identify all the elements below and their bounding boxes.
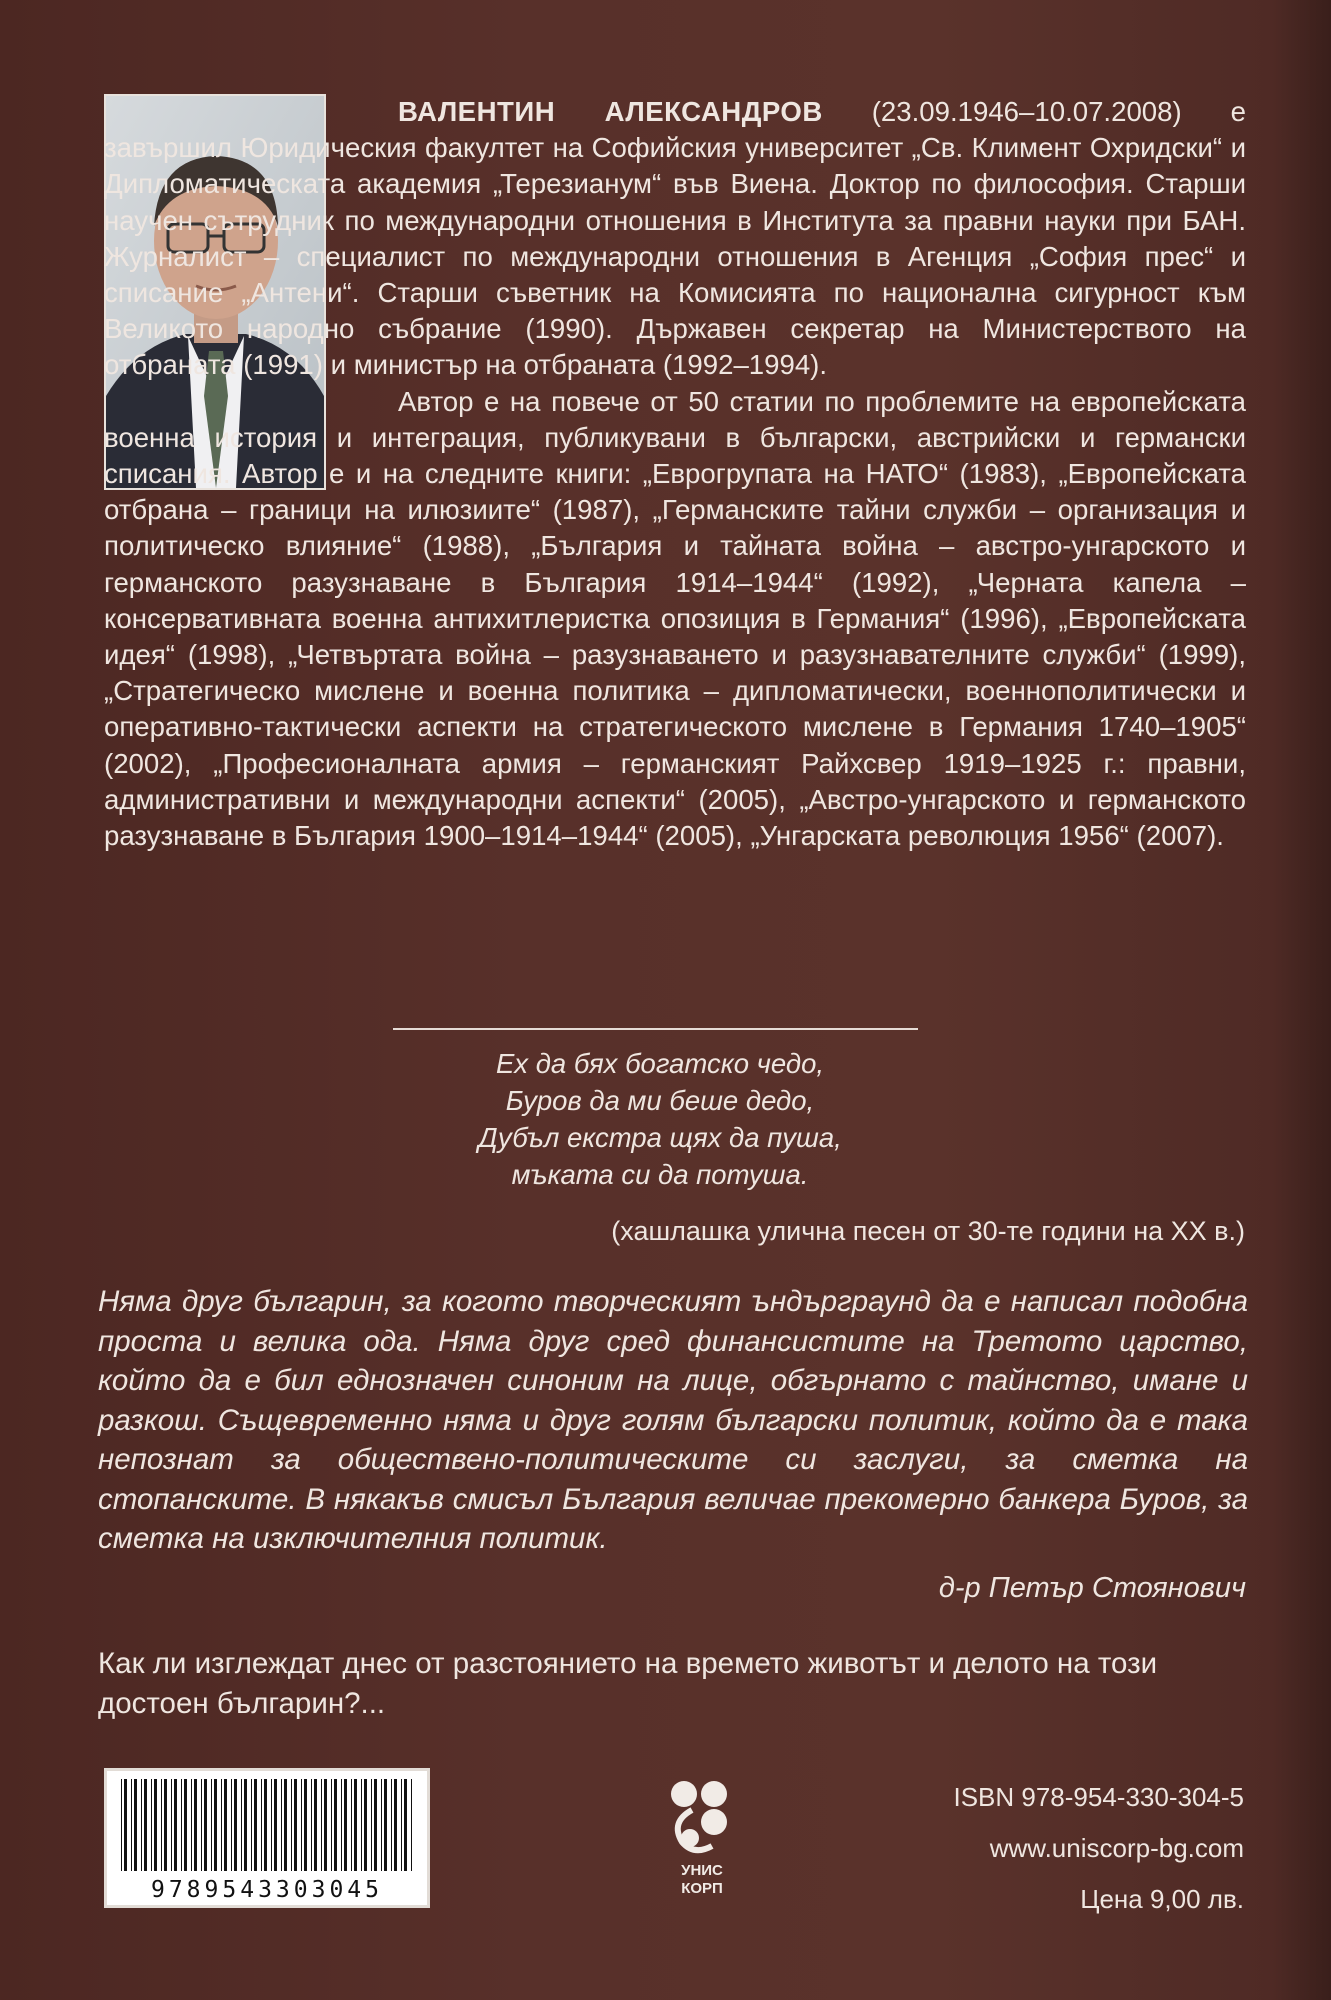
divider-line bbox=[393, 1028, 918, 1030]
barcode-bar bbox=[241, 1779, 242, 1871]
barcode-bar bbox=[321, 1779, 322, 1871]
barcode-bar bbox=[271, 1779, 272, 1871]
barcode-bar bbox=[151, 1779, 152, 1871]
barcode-bar bbox=[214, 1779, 217, 1871]
barcode-bar bbox=[351, 1779, 352, 1871]
barcode-bar bbox=[261, 1779, 262, 1871]
publication-info bbox=[840, 1772, 1244, 1925]
barcode-bar bbox=[264, 1779, 267, 1871]
isbn: ISBN 978-954-330-304-5 bbox=[953, 1782, 1244, 1812]
author-bio bbox=[104, 94, 1246, 854]
barcode-bar bbox=[291, 1779, 292, 1871]
barcode-bar bbox=[334, 1779, 337, 1871]
barcode-bar bbox=[194, 1779, 197, 1871]
publisher-website: www.uniscorp-bg.com bbox=[989, 1833, 1244, 1863]
poem-source: (хашлашка улична песен от 30-те години на XX в.) bbox=[611, 1216, 1245, 1246]
barcode-bar bbox=[141, 1779, 142, 1871]
publisher-logo bbox=[662, 1776, 742, 1916]
bio-paragraph-2: Автор е на повече от 50 статии по проблемите на европейската военна история и интеграция, публикувани в български, австрийски и германски списания. Автор е и на следните книги: „Еврогрупата на НАТО“ (1983), „Европейската отбрана – граници на илюзиите“ (1987), „Германските тайни служби – организация и политическо влияние“ (1988), „България и тайната война – австро-унгарското и германското разузнаване в България 1914–1944“ (1992), „Черната капела – консервативната военна антихитлеристка опозиция в Германия“ (1996), „Европейската идея“ (1998), „Четвъртата война – разузнаването и разузнавателните служби“ (1999), „Стратегическо мислене и военна политика – дипломатически, военнополитически и оперативно-тактически аспекти на стратегическото мислене в Германия 1740–1905“ (2002), „Професионалната армия – германският Райхсвер 1919–1925 г.: правни, административни и международни аспекти“ (2005), „Австро-унгарското и германското разузнаване в България 1900–1914–1944“ (2005), „Унгарската революция 1956“ (2007). bbox=[104, 385, 1246, 852]
barcode-bar bbox=[324, 1779, 327, 1871]
author-name: ВАЛЕНТИН АЛЕКСАНДРОВ bbox=[398, 96, 823, 127]
barcode-bar bbox=[381, 1779, 382, 1871]
poem-line: Буров да ми беше дедо, bbox=[505, 1085, 815, 1116]
barcode-bar bbox=[284, 1779, 287, 1871]
barcode-bar bbox=[164, 1779, 167, 1871]
publisher-logo-line2: КОРП bbox=[681, 1880, 723, 1897]
barcode-bar bbox=[231, 1779, 232, 1871]
barcode-bar bbox=[154, 1779, 157, 1871]
barcode-bar bbox=[294, 1779, 297, 1871]
barcode-bar bbox=[254, 1779, 257, 1871]
barcode-bar bbox=[161, 1779, 162, 1871]
poem-line: Дубъл екстра щях да пуша, bbox=[478, 1122, 842, 1153]
spine-shadow bbox=[1271, 0, 1331, 2000]
barcode-bar bbox=[131, 1779, 132, 1871]
barcode-bar bbox=[124, 1779, 127, 1871]
barcode-bar bbox=[404, 1779, 407, 1871]
publisher-logo-icon bbox=[662, 1776, 742, 1862]
barcode-bar bbox=[384, 1779, 387, 1871]
barcode bbox=[104, 1768, 430, 1908]
barcode-bar bbox=[314, 1779, 317, 1871]
barcode-bar bbox=[394, 1779, 397, 1871]
barcode-bar bbox=[364, 1779, 367, 1871]
barcode-bar bbox=[391, 1779, 392, 1871]
barcode-bar bbox=[201, 1779, 202, 1871]
barcode-bar bbox=[121, 1779, 122, 1871]
poem-line: Ех да бях богатско чедо, bbox=[495, 1048, 825, 1079]
barcode-bar bbox=[251, 1779, 252, 1871]
barcode-bar bbox=[184, 1779, 187, 1871]
barcode-bar bbox=[211, 1779, 212, 1871]
barcode-bar bbox=[361, 1779, 362, 1871]
barcode-bar bbox=[134, 1779, 137, 1871]
barcode-digits: 9789543303045 bbox=[107, 1877, 427, 1903]
barcode-bar bbox=[144, 1779, 147, 1871]
quote-author: д-р Петър Стоянович bbox=[938, 1572, 1246, 1604]
barcode-bar bbox=[341, 1779, 342, 1871]
poem bbox=[400, 1045, 920, 1193]
barcode-bar bbox=[234, 1779, 237, 1871]
barcode-bar bbox=[221, 1779, 222, 1871]
barcode-bar bbox=[411, 1779, 412, 1871]
barcode-bar bbox=[174, 1779, 177, 1871]
barcode-bar bbox=[244, 1779, 247, 1871]
poem-line: мъката си да потуша. bbox=[511, 1159, 809, 1190]
barcode-bar bbox=[191, 1779, 192, 1871]
barcode-bar bbox=[171, 1779, 172, 1871]
price: Цена 9,00 лв. bbox=[1080, 1884, 1244, 1914]
barcode-bar bbox=[274, 1779, 277, 1871]
barcode-bar bbox=[181, 1779, 182, 1871]
barcode-bar bbox=[311, 1779, 312, 1871]
publisher-logo-line1: УНИС bbox=[681, 1862, 723, 1879]
barcode-bar bbox=[304, 1779, 307, 1871]
barcode-bar bbox=[301, 1779, 302, 1871]
barcode-bar bbox=[344, 1779, 347, 1871]
closing-question: Как ли изглеждат днес от разстоянието на времето животът и делото на този достоен българин?... bbox=[98, 1647, 1158, 1720]
barcode-bar bbox=[281, 1779, 282, 1871]
bio-paragraph-1: ВАЛЕНТИН АЛЕКСАНДРОВ (23.09.1946–10.07.2008) е завършил Юридическия факултет на Софийския университет „Св. Климент Охридски“ и Дипломатическата академия „Терезианум“ във Виена. Доктор по философия. Старши научен сътрудник по международни отношения в Института за правни науки при БАН. Журналист – специалист по международни отношения в Агенция „София прес“ и списание „Антени“. Старши съветник на Комисията по национална сигурност към Великото народно събрание (1990). Държавен секретар на Министерството на отбраната (1991) и министър на отбраната (1992–1994). bbox=[104, 96, 1246, 381]
quote-text: Няма друг българин, за когото творческият ъндърграунд да е написал подобна проста и велика ода. Няма друг сред финансистите на Третото царство, който да е бил еднозначен синоним на лице, обгърнато с тайнство, имане и разкош. Същевременно няма и друг голям български политик, който да е така непознат за обществено-политическите си заслуги, за сметка на стопанските. В някакъв смисъл България величае прекомерно банкера Буров, за сметка на изключителния политик. bbox=[98, 1285, 1248, 1555]
barcode-bar bbox=[204, 1779, 207, 1871]
barcode-bar bbox=[354, 1779, 357, 1871]
barcode-bar bbox=[224, 1779, 227, 1871]
barcode-bar bbox=[371, 1779, 372, 1871]
barcode-bar bbox=[331, 1779, 332, 1871]
barcode-bar bbox=[374, 1779, 377, 1871]
barcode-bar bbox=[401, 1779, 402, 1871]
